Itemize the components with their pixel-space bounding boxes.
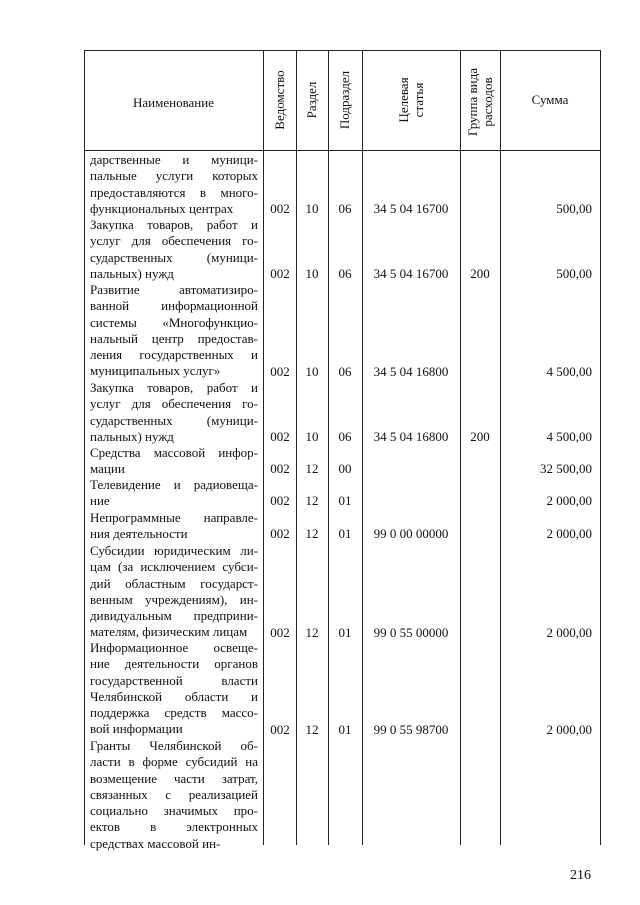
row-subsection: 06 — [338, 265, 352, 281]
row-name-line: пальных) нужд — [90, 428, 174, 444]
col-line-dept — [296, 50, 297, 845]
row-name-line: пальные услуги которых — [90, 168, 258, 184]
row-sum: 2 000,00 — [546, 624, 592, 640]
col-line-name — [263, 50, 264, 845]
row-name-line: Гранты Челябинской об- — [90, 738, 258, 753]
row-target: 99 0 00 00000 — [373, 526, 449, 542]
row-name-line: государственной власти — [90, 672, 258, 688]
row-sum: 4 500,00 — [546, 428, 592, 444]
row-sum: 32 500,00 — [540, 461, 592, 477]
row-name-line: сударственных (муници- — [90, 412, 258, 428]
header-target-line1: Целевая — [396, 77, 411, 123]
row-name-line: дарственные и муници- — [90, 152, 258, 167]
row-target: 34 5 04 16700 — [373, 265, 449, 281]
row-section: 10 — [305, 428, 319, 444]
row-name-line: нальный центр предостав- — [90, 330, 258, 346]
row-target: 99 0 55 98700 — [373, 721, 449, 737]
row-name-line: возмещение части затрат, — [90, 770, 258, 786]
row-name-line: вой информации — [90, 721, 183, 737]
row-name-line: пальных) нужд — [90, 265, 174, 281]
row-subsection: 01 — [338, 624, 352, 640]
row-sum: 4 500,00 — [546, 363, 592, 379]
header-bottom-border — [84, 150, 601, 151]
row-name-line: Средства массовой инфор- — [90, 445, 258, 460]
row-subsection: 06 — [338, 200, 352, 216]
header-name: Наименование — [133, 95, 214, 110]
row-name — [90, 282, 258, 380]
row-dept: 002 — [270, 265, 290, 281]
row-name — [90, 477, 258, 510]
col-line-left — [84, 50, 85, 845]
row-name-line: дивидуальным предприни- — [90, 608, 258, 624]
row-name-line: Непрограммные направле- — [90, 510, 258, 525]
row-name-line: поддержка средств массо- — [90, 705, 258, 721]
row-group: 200 — [470, 428, 490, 444]
row-name-line: Телевидение и радиовеща- — [90, 477, 258, 492]
row-subsection: 01 — [338, 721, 352, 737]
row-name-line: мателям, физическим лицам — [90, 624, 248, 640]
row-name-line: ласти в форме субсидий на — [90, 754, 258, 770]
col-line-right — [600, 50, 601, 845]
row-target: 99 0 55 00000 — [373, 624, 449, 640]
header-group-line2: расходов — [480, 77, 495, 127]
row-sum: 500,00 — [556, 200, 592, 216]
header-group-line1: Группа вида — [465, 68, 480, 136]
row-name-line: муниципальных услуг» — [90, 363, 221, 379]
row-sum: 500,00 — [556, 265, 592, 281]
row-section: 10 — [305, 200, 319, 216]
row-name-line: сударственных (муници- — [90, 249, 258, 265]
row-dept: 002 — [270, 363, 290, 379]
row-dept: 002 — [270, 461, 290, 477]
row-name-line: дий областным государст- — [90, 575, 258, 591]
row-name-line: цам (за исключением субси- — [90, 559, 258, 575]
row-name-line: связанных с реализацией — [90, 786, 258, 802]
row-section: 12 — [305, 526, 319, 542]
row-sum: 2 000,00 — [546, 526, 592, 542]
row-section: 12 — [305, 721, 319, 737]
row-name-line: Развитие автоматизиро- — [90, 282, 258, 297]
row-name — [90, 380, 258, 445]
row-section: 12 — [305, 461, 319, 477]
header-subsection: Подраздел — [337, 70, 352, 130]
row-dept: 002 — [270, 493, 290, 509]
row-subsection: 01 — [338, 493, 352, 509]
col-line-section — [328, 50, 329, 845]
row-dept: 002 — [270, 624, 290, 640]
table-top-border — [84, 50, 601, 51]
row-name-line: Закупка товаров, работ и — [90, 380, 258, 395]
row-name — [90, 510, 258, 543]
row-section: 10 — [305, 265, 319, 281]
row-name — [90, 152, 258, 217]
row-dept: 002 — [270, 428, 290, 444]
row-name-line: мации — [90, 461, 125, 477]
row-target: 34 5 04 16800 — [373, 428, 449, 444]
row-name-line: ние — [90, 493, 110, 509]
row-sum: 2 000,00 — [546, 493, 592, 509]
row-name — [90, 640, 258, 738]
row-section: 10 — [305, 363, 319, 379]
row-name-line: Челябинской области и — [90, 688, 258, 704]
row-section: 12 — [305, 624, 319, 640]
header-section: Раздел — [304, 81, 319, 119]
header-target-line2: статья — [411, 82, 426, 118]
row-name-line: Информационное освеще- — [90, 640, 258, 655]
row-name-line: ние деятельности органов — [90, 656, 258, 672]
row-dept: 002 — [270, 721, 290, 737]
row-name-line: средствах массовой ин- — [90, 835, 221, 851]
row-subsection: 00 — [338, 461, 352, 477]
row-target: 34 5 04 16700 — [373, 200, 449, 216]
row-name-line: ектов в электронных — [90, 819, 258, 835]
row-name-line: системы «Многофункцио- — [90, 314, 258, 330]
row-name-line: функциональных центрах — [90, 200, 234, 216]
row-name-line: Закупка товаров, работ и — [90, 217, 258, 232]
row-name-line: венным учреждениям), ин- — [90, 591, 258, 607]
row-name-line: ления государственных и — [90, 347, 258, 363]
row-subsection: 06 — [338, 428, 352, 444]
page-number: 216 — [570, 868, 591, 883]
row-name — [90, 217, 258, 282]
row-target: 34 5 04 16800 — [373, 363, 449, 379]
row-name-line: предоставляются в много- — [90, 184, 258, 200]
row-name — [90, 738, 258, 852]
row-dept: 002 — [270, 526, 290, 542]
row-subsection: 01 — [338, 526, 352, 542]
row-sum: 2 000,00 — [546, 721, 592, 737]
row-name-line: услуг для обеспечения го- — [90, 233, 258, 249]
col-line-subsection — [362, 50, 363, 845]
row-name-line: ванной информационной — [90, 298, 258, 314]
row-name — [90, 445, 258, 478]
row-name-line: услуг для обеспечения го- — [90, 396, 258, 412]
header-dept: Ведомство — [272, 70, 287, 130]
col-line-target — [460, 50, 461, 845]
row-name — [90, 543, 258, 641]
header-sum: Сумма — [531, 92, 569, 107]
row-dept: 002 — [270, 200, 290, 216]
row-name-line: Субсидии юридическим ли- — [90, 543, 258, 558]
row-subsection: 06 — [338, 363, 352, 379]
row-group: 200 — [470, 265, 490, 281]
row-name-line: ния деятельности — [90, 526, 188, 542]
row-name-line: социально значимых про- — [90, 803, 258, 819]
row-section: 12 — [305, 493, 319, 509]
